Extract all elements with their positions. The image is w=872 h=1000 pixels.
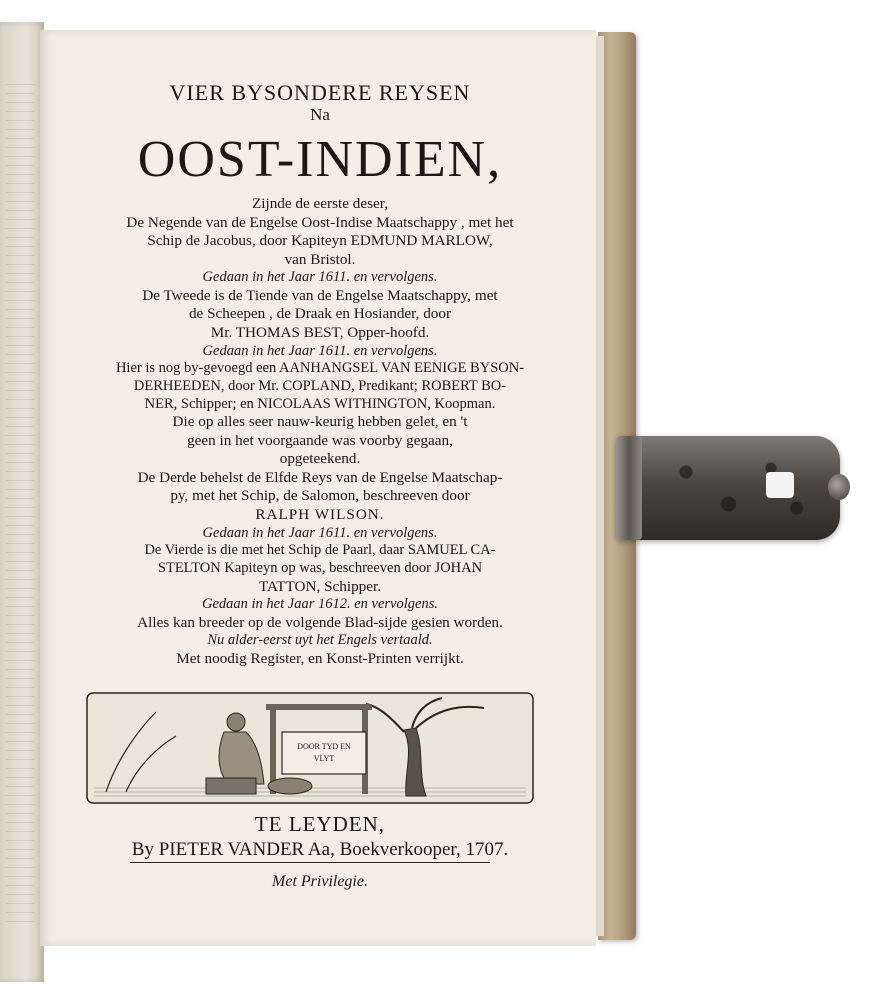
imprint-rule: [130, 862, 490, 863]
title-line-28: Nu alder-eerst uyt het Engels vertaald.: [207, 632, 433, 649]
title-line-5: De Negende van de Engelse Oost-Indise Maatschappy , met het: [126, 213, 514, 231]
title-line-24: STELTON Kapiteyn op was, beschreeven door JOHAN: [157, 559, 483, 576]
emblem-motto-2: VLYT: [313, 754, 335, 763]
title-line-6: Schip de Jacobus, door Kapiteyn EDMUND MARLOW,: [147, 232, 493, 250]
printers-emblem-engraving: [86, 692, 534, 804]
title-line-1: VIER BYSONDERE REYSEN: [169, 80, 471, 105]
title-line-23: De Vierde is die met het Schip de Paarl, daar SAMUEL CA-: [144, 542, 496, 559]
title-line-11: Mr. THOMAS BEST, Opper-hoofd.: [210, 323, 430, 341]
clasp-hinge: [616, 436, 642, 540]
privilege-note: Met Privilegie.: [272, 873, 368, 890]
imprint-place: TE LEYDEN,: [254, 812, 386, 836]
title-line-8: Gedaan in het Jaar 1611. en vervolgens.: [202, 269, 438, 286]
title-line-21: RALPH WILSON.: [255, 506, 385, 523]
title-line-25: TATTON, Schipper.: [258, 577, 382, 595]
title-line-13: Hier is nog by-gevoegd een AANHANGSEL VAN EENIGE BYSON-: [115, 360, 525, 377]
title-line-14: DERHEEDEN, door Mr. COPLAND, Predikant; ROBERT BO-: [133, 377, 507, 394]
title-line-22: Gedaan in het Jaar 1611. en vervolgens.: [202, 524, 438, 541]
title-line-26: Gedaan in het Jaar 1612. en vervolgens.: [202, 596, 438, 613]
clasp-ornament: [652, 448, 822, 528]
title-line-29: Met noodig Register, en Konst-Printen verrijkt.: [176, 650, 464, 668]
title-line-7: van Bristol.: [284, 250, 356, 268]
privilege-block: [60, 872, 580, 892]
clasp-opening: [766, 472, 794, 498]
title-line-17: geen in het voorgaande was voorby gegaan,: [187, 431, 453, 449]
title-line-27: Alles kan breeder op de volgende Blad-sijde gesien worden.: [137, 613, 503, 631]
title-line-4: Zijnde de eerste deser,: [251, 195, 388, 212]
title-line-19: De Derde behelst de Elfde Reys van de Engelse Maatschap-: [137, 468, 503, 486]
metal-clasp: [616, 436, 840, 540]
title-line-18: opgeteekend.: [279, 450, 361, 468]
title-line-16: Die op alles seer nauw-keurig hebben gelet, en 't: [172, 413, 468, 431]
title-line-12: Gedaan in het Jaar 1611. en vervolgens.: [202, 342, 438, 359]
title-line-15: NER, Schipper; en NICOLAAS WITHINGTON, Koopman.: [144, 395, 496, 412]
title-line-2: Na: [310, 104, 330, 124]
title-line-20: py, met het Schip, de Salomon, beschreeven door: [170, 487, 470, 505]
left-page-leaf: [0, 22, 44, 982]
imprint-printer: By PIETER VANDER Aa, Boekverkooper, 1707.: [131, 838, 509, 860]
title-main: OOST-INDIEN,: [137, 130, 503, 188]
emblem-motto-1: DOOR TYD EN: [297, 742, 351, 751]
clasp-knob: [828, 474, 850, 500]
imprint-block: [60, 812, 580, 861]
title-line-10: de Scheepen , de Draak en Hosiander, door: [188, 305, 452, 323]
title-line-9: De Tweede is de Tiende van de Engelse Maatschappy, met: [142, 286, 498, 304]
title-text-block: [60, 80, 580, 669]
